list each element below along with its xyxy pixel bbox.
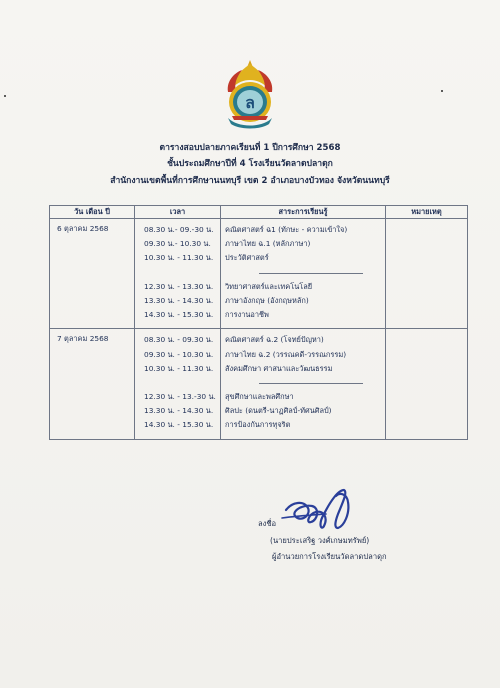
header-subject: สาระการเรียนรู้: [221, 206, 386, 219]
subject: วิทยาศาสตร์และเทคโนโลยี: [225, 281, 313, 291]
subject: ภาษาไทย ฉ.1 (หลักภาษา): [225, 239, 311, 249]
time-slot: 12.30 น. - 13.-30 น.: [144, 392, 216, 402]
time-cell: [135, 329, 221, 439]
subject: ภาษาอังกฤษ (อังกฤษหลัก): [225, 295, 309, 305]
date-cell: [50, 329, 135, 439]
table-row: [50, 219, 468, 329]
subject: คณิตศาสตร์ ฉ1 (ทักษะ - ความเข้าใจ): [225, 225, 348, 234]
signature-label: ลงชื่อ: [258, 519, 277, 528]
subject-cell: [221, 219, 386, 329]
header-remark: หมายเหตุ: [386, 206, 468, 219]
subject: สุขศึกษาและพลศึกษา: [225, 392, 294, 402]
time-slot: 13.30 น. - 14.30 น.: [144, 406, 214, 416]
svg-text:ล: ล: [245, 93, 255, 112]
district-line: สำนักงานเขตพื้นที่การศึกษานนทบุรี เขต 2 อำเภอบางบัวทอง จังหวัดนนทบุรี: [110, 176, 390, 186]
exam-date: 6 ตุลาคม 2568: [57, 224, 109, 233]
date-cell: [50, 219, 135, 329]
lunch-separator: [259, 383, 363, 384]
subject: ภาษาไทย ฉ.2 (วรรณคดี-วรรณกรรม): [225, 349, 347, 359]
time-slot: 12.30 น. - 13.30 น.: [144, 281, 214, 291]
time-slot: 10.30 น. - 11.30 น.: [144, 253, 214, 263]
exam-schedule-table: [49, 205, 468, 440]
time-slot: 14.30 น. - 15.30 น.: [144, 310, 214, 320]
subject: ประวัติศาสตร์: [225, 253, 269, 263]
time-slot: 08.30 น.- 09.-30 น.: [144, 225, 214, 234]
exam-date: 7 ตุลาคม 2568: [57, 334, 109, 344]
time-slot: 14.30 น. - 15.30 น.: [144, 420, 214, 430]
signer-position: ผู้อำนวยการโรงเรียนวัดลาดปลาดุก: [272, 552, 387, 561]
header-time: เวลา: [135, 206, 221, 219]
subject: ศิลปะ (ดนตรี-นาฏศิลป์-ทัศนศิลป์): [225, 406, 332, 416]
remark-cell: [386, 329, 468, 439]
time-cell: [135, 219, 221, 329]
subject: คณิตศาสตร์ ฉ.2 (โจทย์ปัญหา): [225, 335, 324, 345]
handwritten-signature: [278, 484, 362, 534]
time-slot: 13.30 น. - 14.30 น.: [144, 295, 214, 305]
exam-title: ตารางสอบปลายภาคเรียนที่ 1 ปีการศึกษา 2568: [159, 143, 341, 153]
paper-speck: [441, 90, 443, 92]
header-date: วัน เดือน ปี: [50, 206, 135, 219]
time-slot: 09.30 น. - 10.30 น.: [144, 349, 214, 359]
subject-cell: [221, 329, 386, 439]
table-header-row: [50, 206, 468, 219]
lunch-separator: [259, 273, 363, 274]
subject: การป้องกันการทุจริต: [225, 420, 291, 430]
signer-name: (นายประเสริฐ วงศ์เกษมทรัพย์): [270, 536, 370, 545]
time-slot: 08.30 น. - 09.30 น.: [144, 335, 214, 345]
time-slot: 09.30 น.- 10.30 น.: [144, 239, 211, 249]
subject: การงานอาชีพ: [225, 310, 269, 320]
subject: สังคมศึกษา ศาสนาและวัฒนธรรม: [225, 363, 333, 373]
school-emblem-icon: [222, 58, 278, 130]
grade-school-line: ชั้นประถมศึกษาปีที่ 4 โรงเรียนวัดลาดปลาดุก: [167, 159, 333, 169]
table-row: [50, 329, 468, 439]
paper-speck: [4, 95, 6, 97]
time-slot: 10.30 น. - 11.30 น.: [144, 363, 214, 373]
remark-cell: [386, 219, 468, 329]
